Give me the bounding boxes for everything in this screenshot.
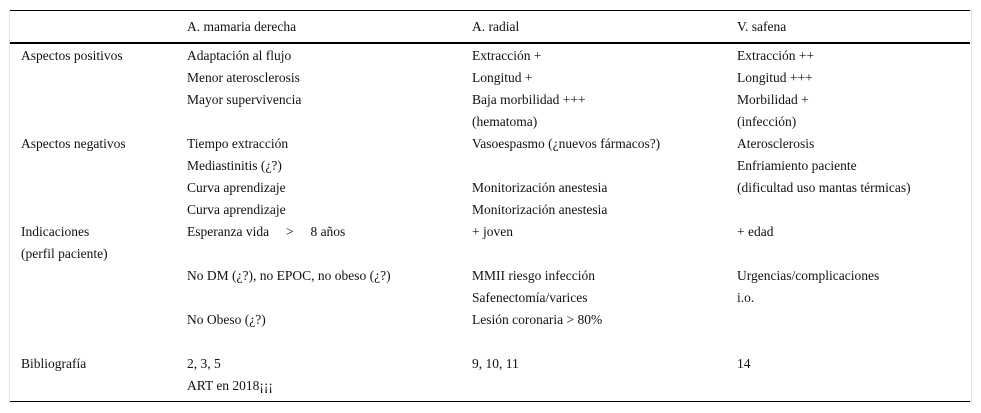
table-cell: Menor aterosclerosis <box>187 70 300 85</box>
header-radial: A. radial <box>472 19 520 34</box>
table-cell: 9, 10, 11 <box>472 356 519 371</box>
table-cell: Longitud + <box>472 70 533 85</box>
table-cell: Monitorización anestesia <box>472 202 608 217</box>
table-cell: Urgencias/complicaciones <box>737 268 880 283</box>
row-label-positivos: Aspectos positivos <box>21 48 123 63</box>
table-cell: Extracción + <box>472 48 542 63</box>
row-label-bibliografia: Bibliografía <box>21 356 87 371</box>
row-label-negativos: Aspectos negativos <box>21 136 126 151</box>
header-safena: V. safena <box>737 19 787 34</box>
table-cell: Adaptación al flujo <box>187 48 292 63</box>
table-cell: Lesión coronaria > 80% <box>472 312 603 327</box>
table-cell: Esperanza vida > 8 años <box>187 224 346 239</box>
table-cell: No DM (¿?), no EPOC, no obeso (¿?) <box>187 268 391 283</box>
table-cell: Safenectomía/varices <box>472 290 588 305</box>
table-cell: Aterosclerosis <box>737 136 815 151</box>
table-cell: MMII riesgo infección <box>472 268 595 283</box>
table-cell: (dificultad uso mantas térmicas) <box>737 180 911 195</box>
table-cell: Tiempo extracción <box>187 136 289 151</box>
row-label-indicaciones: Indicaciones <box>21 224 90 239</box>
table-cell: Vasoespasmo (¿nuevos fármacos?) <box>472 136 661 151</box>
table-cell: Extracción ++ <box>737 48 815 63</box>
table-cell: Mediastinitis (¿?) <box>187 158 282 173</box>
table-cell: Curva aprendizaje <box>187 202 286 217</box>
header-mamaria: A. mamaria derecha <box>187 19 297 34</box>
table-cell: Curva aprendizaje <box>187 180 286 195</box>
table-cell: ART en 2018¡¡¡ <box>187 378 273 393</box>
table-cell: (hematoma) <box>472 114 538 129</box>
table-cell: i.o. <box>737 290 755 305</box>
table-cell: + edad <box>737 224 774 239</box>
row-label-perfil: (perfil paciente) <box>21 246 108 261</box>
table-cell: Mayor supervivencia <box>187 92 302 107</box>
table-cell: (infección) <box>737 114 797 129</box>
top-rule <box>10 10 970 11</box>
table-cell: 14 <box>737 356 751 371</box>
bottom-rule <box>10 401 970 402</box>
table-cell: Monitorización anestesia <box>472 180 608 195</box>
table-cell: + joven <box>472 224 513 239</box>
table-cell: Baja morbilidad +++ <box>472 92 586 107</box>
table-cell: Morbilidad + <box>737 92 809 107</box>
table-cell: Longitud +++ <box>737 70 813 85</box>
table-cell: Enfriamiento paciente <box>737 158 857 173</box>
table-cell: No Obeso (¿?) <box>187 312 266 327</box>
header-rule <box>10 42 970 44</box>
table-cell: 2, 3, 5 <box>187 356 221 371</box>
